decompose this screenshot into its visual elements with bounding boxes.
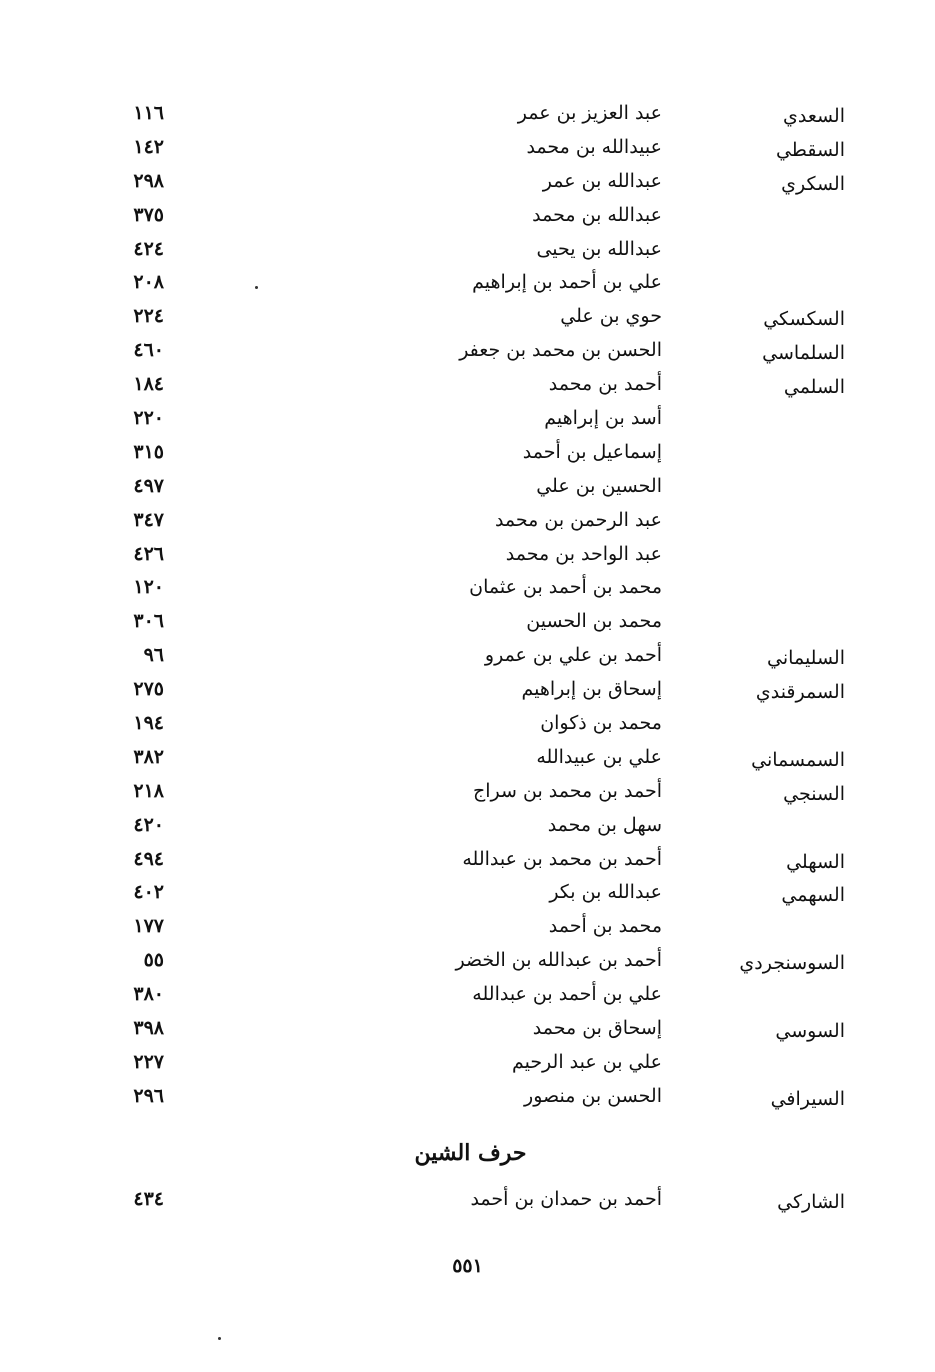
page-reference: ٢٩٦ bbox=[133, 1084, 164, 1107]
index-row bbox=[0, 608, 935, 642]
person-name: الحسن بن محمد بن جعفر bbox=[459, 339, 662, 362]
index-entries bbox=[0, 100, 935, 1117]
page-reference: ٥٥ bbox=[143, 949, 164, 972]
page-reference: ٣٩٨ bbox=[133, 1017, 164, 1040]
person-name: محمد بن أحمد bbox=[548, 915, 662, 938]
index-row bbox=[0, 1186, 935, 1220]
page-reference: ١٤٢ bbox=[133, 135, 164, 158]
person-name: محمد بن ذكوان bbox=[540, 712, 662, 735]
index-row bbox=[0, 879, 935, 913]
page-reference: ٢٢٤ bbox=[133, 305, 164, 328]
nisba-name: السلماسي bbox=[762, 342, 845, 365]
index-row bbox=[0, 676, 935, 710]
index-row bbox=[0, 947, 935, 981]
page-reference: ١٨٤ bbox=[133, 373, 164, 396]
person-name: حوي بن علي bbox=[560, 305, 662, 328]
person-name: أحمد بن محمد بن سراج bbox=[473, 779, 662, 802]
index-row bbox=[0, 1015, 935, 1049]
index-row bbox=[0, 744, 935, 778]
page-reference: ٤٣٤ bbox=[133, 1188, 164, 1210]
page-reference: ٢٢٠ bbox=[133, 407, 164, 430]
index-row bbox=[0, 574, 935, 608]
index-row bbox=[0, 778, 935, 812]
person-name: عبدالله بن محمد bbox=[532, 203, 662, 226]
index-row bbox=[0, 541, 935, 575]
page-reference: ٣١٥ bbox=[133, 440, 164, 463]
nisba-name: السهلي bbox=[786, 850, 845, 873]
index-row bbox=[0, 337, 935, 371]
page-reference: ٤٢٦ bbox=[133, 542, 164, 565]
person-name: علي بن عبيدالله bbox=[536, 745, 662, 768]
nisba-name: السوسي bbox=[775, 1020, 845, 1043]
page-reference: ٣٨٢ bbox=[133, 745, 164, 768]
person-name: سهل بن محمد bbox=[547, 813, 662, 836]
page-reference: ٢٧٥ bbox=[133, 678, 164, 701]
index-row bbox=[0, 405, 935, 439]
person-name: عبدالله بن بكر bbox=[549, 881, 662, 904]
page-reference: ٤٢٤ bbox=[133, 237, 164, 260]
person-name: إسحاق بن محمد bbox=[532, 1017, 662, 1040]
index-row bbox=[0, 812, 935, 846]
nisba-name: السوسنجردي bbox=[739, 952, 845, 975]
print-speck bbox=[218, 1337, 221, 1340]
page-reference: ٢٢٧ bbox=[133, 1050, 164, 1073]
person-name: أسد بن إبراهيم bbox=[544, 407, 662, 430]
page-reference: ٣٧٥ bbox=[133, 203, 164, 226]
index-row bbox=[0, 134, 935, 168]
index-row bbox=[0, 1083, 935, 1117]
page-reference: ٣٤٧ bbox=[133, 508, 164, 531]
index-row bbox=[0, 100, 935, 134]
nisba-name: الشاركي bbox=[777, 1191, 845, 1213]
person-name: محمد بن أحمد بن عثمان bbox=[469, 576, 662, 599]
page-reference: ٣٨٠ bbox=[133, 983, 164, 1006]
person-name: أحمد بن عبدالله بن الخضر bbox=[455, 949, 662, 972]
index-row bbox=[0, 846, 935, 880]
person-name: محمد بن الحسين bbox=[526, 610, 662, 633]
person-name: عبدالله بن يحيى bbox=[536, 237, 662, 260]
nisba-name: السنجي bbox=[783, 782, 845, 805]
person-name: الحسين بن علي bbox=[536, 474, 662, 497]
page-reference: ٢٩٨ bbox=[133, 169, 164, 192]
print-speck bbox=[255, 286, 258, 289]
nisba-name: السقطي bbox=[775, 138, 845, 161]
index-row bbox=[0, 913, 935, 947]
section-entries bbox=[0, 1186, 935, 1220]
index-row bbox=[0, 981, 935, 1015]
person-name: أحمد بن حمدان بن أحمد bbox=[470, 1188, 662, 1210]
nisba-name: السكري bbox=[781, 172, 845, 195]
nisba-name: السليماني bbox=[767, 647, 845, 670]
index-row bbox=[0, 439, 935, 473]
page-number: ٥٥١ bbox=[452, 1255, 483, 1277]
page-reference: ٤٢٠ bbox=[133, 813, 164, 836]
person-name: الحسن بن منصور bbox=[524, 1084, 662, 1107]
page-reference: ١٢٠ bbox=[133, 576, 164, 599]
nisba-name: السمرقندي bbox=[755, 681, 845, 704]
person-name: إسحاق بن إبراهيم bbox=[521, 678, 662, 701]
index-row bbox=[0, 168, 935, 202]
nisba-name: السكسكي bbox=[763, 308, 845, 331]
person-name: إسماعيل بن أحمد bbox=[522, 440, 662, 463]
person-name: أحمد بن محمد بن عبدالله bbox=[462, 847, 662, 870]
page-reference: ٤٠٢ bbox=[133, 881, 164, 904]
page-reference: ٤٩٤ bbox=[133, 847, 164, 870]
person-name: عبد الرحمن بن محمد bbox=[494, 508, 662, 531]
index-row bbox=[0, 710, 935, 744]
page-reference: ٣٠٦ bbox=[133, 610, 164, 633]
page-reference: ١١٦ bbox=[133, 102, 164, 124]
index-row bbox=[0, 303, 935, 337]
person-name: أحمد بن علي بن عمرو bbox=[484, 644, 662, 667]
page-reference: ٢٠٨ bbox=[133, 271, 164, 294]
nisba-name: السهمي bbox=[781, 884, 845, 907]
person-name: عبدالله بن عمر bbox=[542, 169, 662, 192]
page-reference: ٩٦ bbox=[143, 644, 164, 667]
index-row bbox=[0, 1049, 935, 1083]
person-name: عبد الواحد بن محمد bbox=[505, 542, 662, 565]
person-name: علي بن أحمد بن إبراهيم bbox=[472, 271, 662, 294]
index-row bbox=[0, 269, 935, 303]
nisba-name: السعدي bbox=[782, 105, 845, 127]
section-heading: حرف الشين bbox=[414, 1140, 527, 1166]
page-reference: ٢١٨ bbox=[133, 779, 164, 802]
nisba-name: السيرافي bbox=[770, 1087, 845, 1110]
person-name: علي بن أحمد بن عبدالله bbox=[472, 983, 662, 1006]
page-reference: ١٩٤ bbox=[133, 712, 164, 735]
nisba-name: السلمي bbox=[783, 376, 845, 399]
index-row bbox=[0, 371, 935, 405]
page-reference: ١٧٧ bbox=[133, 915, 164, 938]
index-row bbox=[0, 473, 935, 507]
index-row bbox=[0, 236, 935, 270]
person-name: عبد العزيز بن عمر bbox=[517, 102, 662, 124]
index-row bbox=[0, 202, 935, 236]
page-reference: ٤٩٧ bbox=[133, 474, 164, 497]
index-row bbox=[0, 507, 935, 541]
person-name: علي بن عبد الرحيم bbox=[511, 1050, 662, 1073]
person-name: عبيدالله بن محمد bbox=[526, 135, 662, 158]
page-reference: ٤٦٠ bbox=[133, 339, 164, 362]
nisba-name: السمسماني bbox=[751, 748, 845, 771]
person-name: أحمد بن محمد bbox=[548, 373, 662, 396]
index-row bbox=[0, 642, 935, 676]
